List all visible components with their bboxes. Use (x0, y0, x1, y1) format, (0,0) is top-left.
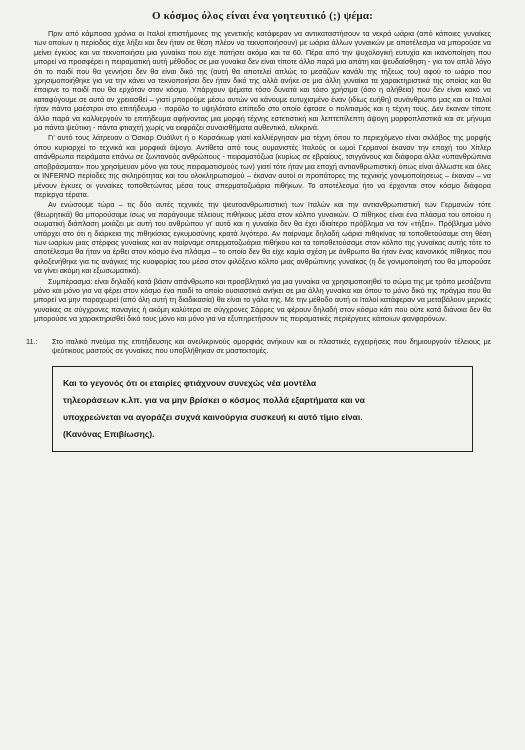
footnote-text: Στο ιταλικό πνεύμα της επιτήδευσης και ανειλικρινούς ομορφιάς ανήκουν και οι πλαστικές εγχειρήσεις που δημιουργούν τέλειους με ψεύτικους μαστούς σε γυναίκες που υποβλήθηκαν σε μαστεκτομές. (52, 336, 491, 355)
paragraph-2: Γι' αυτό τους λάτρευαν ο Όσκαρ Ουάϊλντ ή ο Κορσάκωφ γιατί καλλιέργησαν μια τέχνη όπου το περιεχόμενο είναι σκλάβος της μορφής όπου κυριαρχεί το τεχνικά και μορφικά άψογο. Αντίθετα από τους ουμανιστές Ιταλούς οι ωμοί Γερμανοί έκαναν την εποχή του Χίτλερ απάνθρωπα πειράματα επάνω σε ζωντανούς ανθρώπους - πειραματόζωα (κυρίως σε εβραίους, τσιγγάνους και διάφορα άλλα «υπανθρώπινα αποβράσματα» που χρησίμευαν μόνο για τους πειραματισμούς των) γιατί τότε ήταν μια εποχή αντιανθρωπιστική όπως είναι άλλωστε και όλες οι INFERNO περίοδες της σκληρότητας και του ολοκληρωτισμού – έκαναν αυτοί οι προπάτορες της τεχνικής γονιμοποίησεως – έκαναν – να μένουν έγκυες οι γυναίκες τοποθετώντας μέσα τους σπερματοζωάρια πιθήκων. Το αποτέλεσμα ήτο να έρχονται στον κόσμο διάφορα περίεργα τέρατα. (34, 133, 491, 199)
box-line-1: Και το γεγονός ότι οι εταιρίες φτιάχνουν συνεχώς νέα μοντέλα (63, 378, 317, 389)
highlight-box (52, 366, 473, 452)
paragraph-1: Πριν από κάμποσα χρόνια οι Ιταλοί επιστήμονες της γενετικής κατάφεραν να αντικαταστήσουν τα νεκρά ωάρια (από κάποιες γυναίκες των οποίων η περίοδος είχε λήξει και δεν ήταν σε θέση πλέον να τεκνοποιήσουν) με ωάρια άλλων γυναικών με αποτέλεσμα να μπορούσε να μείνει έγκυος και να τεκνοποιήσει μια γυναίκα που είχε πατήσει ακόμα και τα 60. Πέρα από την ψυχολογική ευτυχία και ικανοποίηση που μπορεί να προσφέρει η πειραματική αυτή μέθοδος σε μια γυναίκα δεν είναι τίποτε άλλο παρά μια απάτη και ψευδαίσθηση - για τον απλό λόγο ότι το παιδί που θα γεννήσει δεν θα είναι δικό της (αυτή θα αποτελεί απλώς το μεσάζων κανάλι της τήξεως του) αφού το ωάριο που χρησιμοποιήθηκε για να την κάνει να τεκνοποιήσει δεν ήταν δικό της αλλά ανήκε σε μια άλλη γυναίκα τα χαρακτηριστικά της οποίας και θα έπαιρνε το παιδί που θα ερχόταν στον κόσμο. Υπάρχουν ψέματα τόσο δυνατά και τόσο χρήσιμα (όσο η αλήθεια) που δεν είναι κακό να καταφύγουμε σε αυτά αν χρειασθεί – γιατί μπορούμε μέσω αυτών να κάνουμε ευτυχισμένο έναν (ιδίως ευήθη) συνάνθρωπο μας και οι Ιταλοί ήταν πάντα μαέστροι στο επιτήδευμα - παρόλο το υψηλότατο επίπεδο στο οποίο έφτασε ο πολιτισμός και η τέχνη τους. Δεν έκαναν τίποτε άλλο παρά να καλλιεργούν το επιτήδευμα αφήνοντας μια μορφή τέχνης εστετιστική και λεπτεπίλεπτη άψογη μορφοπλαστικά και σε μήνυμα μα πάντα ψεύτικη - πάντα φτιαχτή χωρίς να εκφράζει συναισθήματα αυθεντικά, ειλικρινά. (34, 29, 491, 133)
box-line-3: υποχρεώνεται να αγοράζει συχνά καινούργια συσκευή κι αυτό τίμιο είναι. (63, 412, 363, 423)
footnote-marker: 11.: (26, 336, 38, 346)
page-title: Ο κόσμος όλος είναι ένα γοητευτικό (;) ψέμα: (151, 10, 374, 22)
box-line-2: τηλεοράσεων κ.λπ. για να μην βρίσκει ο κόσμος πολλά εξαρτήματα και να (63, 395, 365, 406)
paragraph-4: Συμπέρασμα: είναι δηλαδή κατά βάσιν απάνθρωπο και προσβλητικό για μια γυναίκα να χρησιμοποιηθεί το σώμα της με τρόπο μεσάζοντα μόνο και μόνο για να φέρει στον κόσμο ένα παιδί το οποίο ουσιαστικά ανήκει σε μια άλλη γυναίκα και όπου το μόνο δικό της πράγμα που θα μπορεί να μην παραχωρεί (από όλη αυτή τη διαδικασία) θα είναι το γάλα της. Με την μέθοδο αυτή οι Ιταλοί κατάφεραν να μεταβάλουν μερικές γυναίκες σε σύγχρονες παναγίες ή ακόμη καλύτερα σε σύγχρονες Σάρρες να φέρουν δηλαδή στον κόσμο κάτι που ούτε κατά διάνοια δεν θα μπορούσε να χαρακτηρισθεί δικό τους μόνο και μόνο για να εξυπηρετήσουν τις πειραματικές περιέργειες κάποιων φανφαρόνων. (34, 276, 491, 324)
footnote (26, 336, 491, 356)
paragraph-3: Αν ενώσουμε τώρα – τις δύο αυτές τεχνικές την ψευτοανθρωπιστική των Ιταλών και την αντιανθρωπιστική των Γερμανών τότε (θεωρητικά) θα μπορούσαμε ίσως να παράγουμε τέλειους πιθήκους μέσα στον κόλπο γυναικών. Ο πίθηκος είναι ένα πλάσμα του οποίου η σωματική διάπλαση μοιάζει με αυτή του ανθρώπου γι' αυτό και η γυναίκα δεν θα έχει ιδιαίτερο πρόβλημα να τον «τήξει». Πρόβλημα μόνο υπάρχει στο ότι η διάρκεια της πιθηκίσιας εγκυμοσύνης κρατά λιγότερο. Αν παίρναμε δηλαδή ωάρια πιθηκίνας τα τοποθετούσαμε στη θέση των ωαρίων μιας στέρφας γυναίκας και αν παίρναμε σπερματοζωάρια πιθήκου και τα τοποθετούσαμε στον κόλπο της γυναίκας αυτής τότε το αποτέλεσμα θα ήταν να έρθει στον κόσμο ένα πλάσμα – το οποίο δεν θα είχε καμία σχέση με άνθρωπο θα ήταν ένας κανονικός πίθηκος που φιλοξενήθηκε για τις ανάγκες της κυοφορίας του μέσα στον φιλόξενο κόλπο μιας ανθρώπινης γυναίκας (η δε γονιμοποίησή του θα μπορούσε να γίνει ακόμη και εξωσωματικά). (34, 200, 491, 276)
box-line-4: (Κανόνας Επιβίωσης). (63, 429, 155, 440)
